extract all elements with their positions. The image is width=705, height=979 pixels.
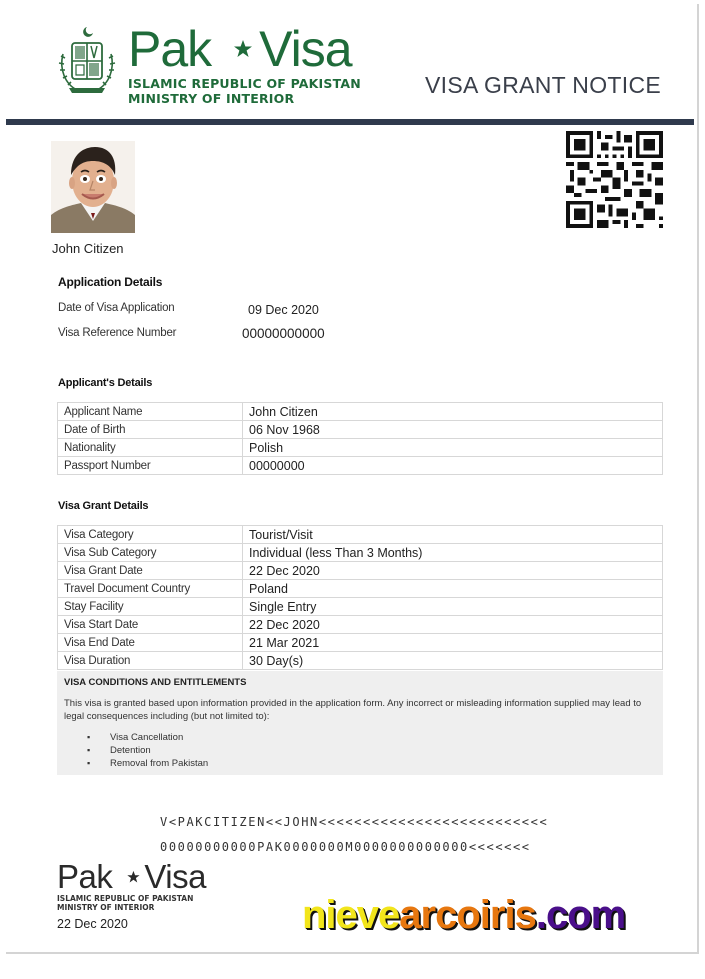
pakistan-emblem-icon (55, 24, 119, 100)
pakvisa-logo (128, 22, 361, 106)
nationality-label: Nationality (58, 439, 243, 457)
list-item: ▪ Detention (87, 744, 656, 757)
document-title: VISA GRANT NOTICE (425, 72, 661, 98)
date-of-application-label: Date of Visa Application (58, 302, 175, 314)
holder-name: John Citizen (52, 241, 124, 256)
visa-grant-details-table (57, 525, 663, 670)
portrait-photo-icon (51, 141, 135, 233)
nationality-value: Polish (243, 439, 663, 457)
conditions-text: This visa is granted based upon information provided in the application form. Any incorrect or misleading information supplied may lead to legal consequences including (but not limited to): (64, 698, 642, 722)
visa-reference-label: Visa Reference Number (58, 327, 177, 339)
travel-document-country-value: Poland (243, 580, 663, 598)
watermark-part-2: arcoiris (399, 893, 536, 937)
table-row (58, 421, 663, 439)
header-divider (6, 119, 694, 125)
visa-sub-category-value: Individual (less Than 3 Months) (243, 544, 663, 562)
mrz-line-1: V<PAKCITIZEN<<JOHN<<<<<<<<<<<<<<<<<<<<<<<<<< (160, 815, 549, 829)
date-of-birth-value: 06 Nov 1968 (243, 421, 663, 439)
footer-brand-visa: Visa (144, 858, 206, 895)
table-row (58, 439, 663, 457)
footer-brand-line-republic: ISLAMIC REPUBLIC OF PAKISTAN (57, 894, 194, 903)
brand-line-republic: ISLAMIC REPUBLIC OF PAKISTAN (128, 76, 361, 91)
table-row (58, 580, 663, 598)
list-item: ▪ Visa Cancellation (87, 731, 656, 744)
qr-code-icon (566, 131, 663, 228)
date-of-birth-label: Date of Birth (58, 421, 243, 439)
footer-brand-line-ministry: MINISTRY OF INTERIOR (57, 903, 155, 912)
visa-end-date-value: 21 Mar 2021 (243, 634, 663, 652)
crescent-star-icon (213, 24, 257, 74)
travel-document-country-label: Travel Document Country (58, 580, 243, 598)
brand-visa: Visa (259, 21, 352, 77)
applicant-details-table (57, 402, 663, 475)
table-row (58, 598, 663, 616)
brand-pak: Pak (128, 21, 212, 77)
table-row (58, 562, 663, 580)
watermark-text (302, 893, 625, 938)
visa-grant-details-heading: Visa Grant Details (58, 500, 149, 512)
visa-reference-value: 00000000000 (242, 326, 325, 341)
footer-brand-pak: Pak (57, 858, 113, 895)
applicant-details-heading: Applicant's Details (58, 377, 153, 389)
visa-grant-date-label: Visa Grant Date (58, 562, 243, 580)
watermark-part-1: nieve (302, 893, 400, 937)
table-row (58, 403, 663, 421)
table-row (58, 634, 663, 652)
application-details-heading: Application Details (58, 275, 163, 289)
visa-category-label: Visa Category (58, 526, 243, 544)
passport-number-value: 00000000 (243, 457, 663, 475)
mrz-line-2: 00000000000PAK0000000M0000000000000<<<<<<< (160, 840, 531, 854)
applicant-name-value: John Citizen (243, 403, 663, 421)
brand-line-ministry: MINISTRY OF INTERIOR (128, 91, 295, 106)
table-row (58, 544, 663, 562)
visa-end-date-label: Visa End Date (58, 634, 243, 652)
visa-grant-date-value: 22 Dec 2020 (243, 562, 663, 580)
passport-number-label: Passport Number (58, 457, 243, 475)
visa-category-value: Tourist/Visit (243, 526, 663, 544)
visa-duration-value: 30 Day(s) (243, 652, 663, 670)
table-row (58, 526, 663, 544)
watermark-part-3: .com (535, 893, 626, 937)
table-row (58, 652, 663, 670)
visa-duration-label: Visa Duration (58, 652, 243, 670)
visa-start-date-value: 22 Dec 2020 (243, 616, 663, 634)
table-row (58, 616, 663, 634)
footer-pakvisa-logo (57, 860, 206, 912)
footer-crescent-star-icon (113, 860, 143, 894)
applicant-name-label: Applicant Name (58, 403, 243, 421)
footer-date: 22 Dec 2020 (57, 917, 128, 931)
visa-sub-category-label: Visa Sub Category (58, 544, 243, 562)
consequences-list (64, 731, 656, 770)
visa-conditions-box (57, 671, 663, 775)
conditions-heading: VISA CONDITIONS AND ENTITLEMENTS (64, 677, 247, 688)
stay-facility-label: Stay Facility (58, 598, 243, 616)
stay-facility-value: Single Entry (243, 598, 663, 616)
holder-photo (51, 141, 135, 233)
date-of-application-value: 09 Dec 2020 (248, 303, 319, 317)
visa-start-date-label: Visa Start Date (58, 616, 243, 634)
table-row (58, 457, 663, 475)
list-item: ▪ Removal from Pakistan (87, 757, 656, 770)
